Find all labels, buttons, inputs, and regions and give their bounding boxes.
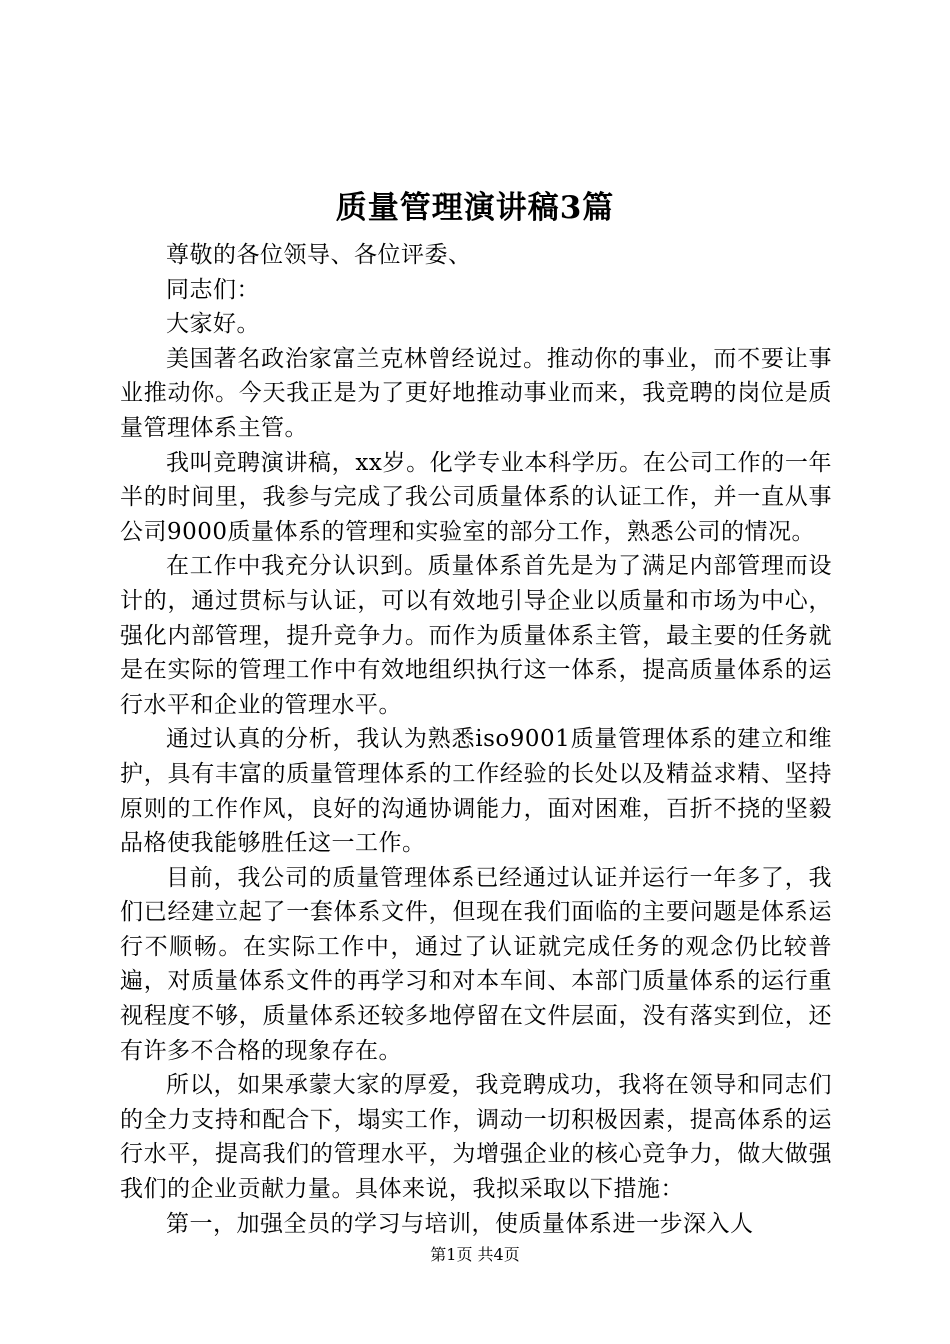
document-title: 质量管理演讲稿3篇 xyxy=(335,190,615,226)
document-body xyxy=(120,238,832,1241)
paragraph-salutation-1: 尊敬的各位领导、各位评委、 xyxy=(166,242,472,268)
paragraph-greeting: 大家好。 xyxy=(166,311,260,338)
paragraph: 我叫竞聘演讲稿，xx岁。化学专业本科学历。在公司工作的一年半的时间里，我参与完成了我公司质量体系的认证工作，并一直从事公司9000质量体系的管理和实验室的部分工作，熟悉公司的情况。 xyxy=(120,449,832,545)
paragraph: 通过认真的分析，我认为熟悉iso9001质量管理体系的建立和维护，具有丰富的质量管理体系的工作经验的长处以及精益求精、坚持原则的工作作风，良好的沟通协调能力，面对困难，百折不挠的坚毅品格使我能够胜任这一工作。 xyxy=(120,726,832,857)
paragraph: 在工作中我充分认识到。质量体系首先是为了满足内部管理而设计的，通过贯标与认证，可以有效地引导企业以质量和市场为中心，强化内部管理，提升竞争力。而作为质量体系主管，最主要的任务就是在实际的管理工作中有效地组织执行这一体系，提高质量体系的运行水平和企业的管理水平。 xyxy=(120,553,832,718)
page-number-footer: 第1页 共4页 xyxy=(430,1245,520,1264)
paragraph: 目前，我公司的质量管理体系已经通过认证并运行一年多了，我们已经建立起了一套体系文件，但现在我们面临的主要问题是体系运行不顺畅。在实际工作中，通过了认证就完成任务的观念仍比较普遍，对质量体系文件的再学习和对本车间、本部门质量体系的运行重视程度不够，质量体系还较多地停留在文件层面，没有落实到位，还有许多不合格的现象存在。 xyxy=(120,864,832,1064)
paragraph: 所以，如果承蒙大家的厚爱，我竞聘成功，我将在领导和同志们的全力支持和配合下，塌实工作，调动一切积极因素，提高体系的运行水平，提高我们的管理水平，为增强企业的核心竞争力，做大做强我们的企业贡献力量。具体来说，我拟采取以下措施： xyxy=(120,1072,832,1203)
paragraph-salutation-2: 同志们： xyxy=(166,276,260,303)
paragraph: 第一，加强全员的学习与培训，使质量体系进一步深入人 xyxy=(166,1210,754,1237)
paragraph: 美国著名政治家富兰克林曾经说过。推动你的事业，而不要让事业推动你。今天我正是为了更好地推动事业而来，我竞聘的岗位是质量管理体系主管。 xyxy=(120,345,832,441)
